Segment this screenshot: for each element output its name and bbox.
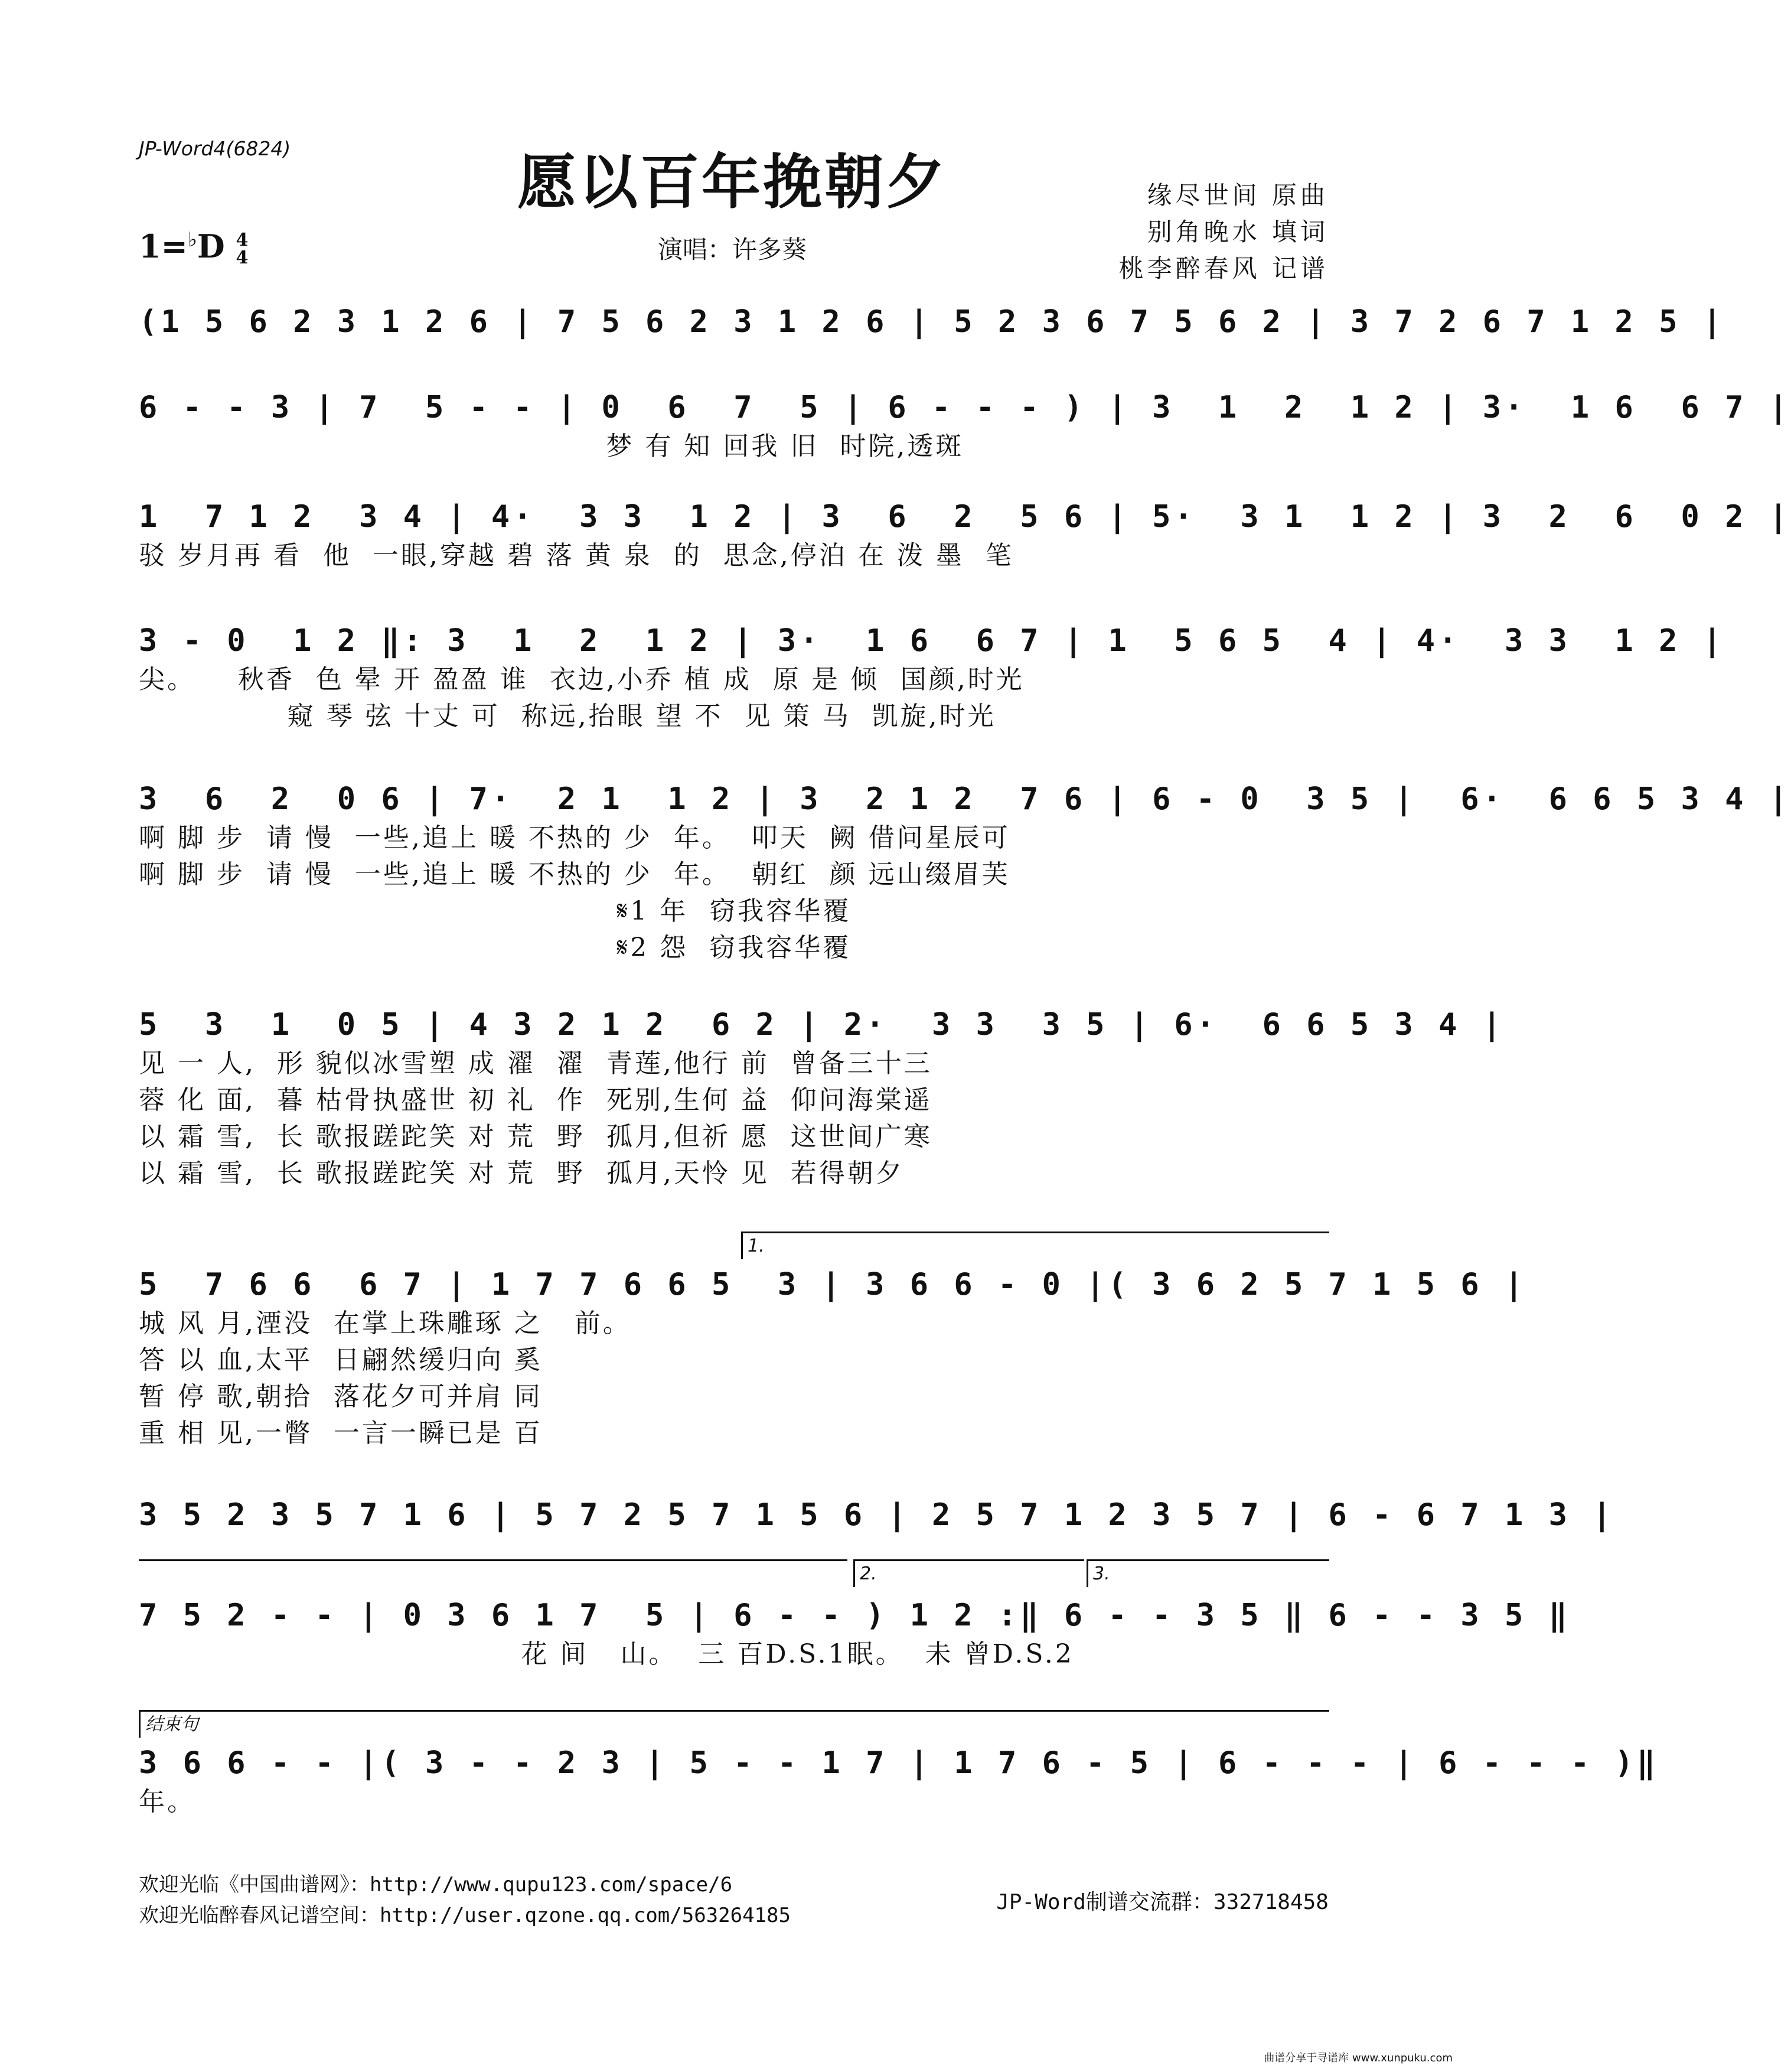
singer-credit: 演唱：许多葵 (657, 235, 807, 264)
score-system-1 (139, 301, 1725, 343)
notes-line: 3 5 2 3 5 7 1 6 | 5 7 2 5 7 1 5 6 | 2 5 7 1 2 3 5 7 | 6 - 6 7 1 3 | (139, 1497, 1615, 1533)
score-system-2 (139, 387, 1791, 465)
lyric-line: 驳 岁月再 看 他 一眼,穿越 碧 落 黄 泉 的 思念,停泊 在 泼 墨 笔 (139, 540, 1014, 571)
time-signature (236, 229, 249, 268)
footer-link-qzone[interactable]: 欢迎光临醉春风记谱空间：http://user.qzone.qq.com/563264185 (139, 1904, 791, 1927)
lyric-line: 𝄋1 年 窃我容华覆 (139, 896, 852, 926)
lyric-line: 𝄋2 怨 窃我容华覆 (139, 933, 852, 963)
score-system-3 (139, 496, 1791, 574)
score-system-6 (139, 1004, 1505, 1192)
footer-links (139, 1869, 791, 1931)
song-title: 愿以百年挽朝夕 (517, 147, 947, 217)
credits-block (1119, 177, 1329, 287)
flat-sign: ♭ (187, 228, 197, 252)
lyric-line: 重 相 见,一瞥 一言一瞬已是 百 (139, 1418, 543, 1448)
key-letter: D (197, 227, 225, 265)
corner-watermark: 曲谱分享于寻谱库 www.xunpuku.com (1264, 2052, 1453, 2064)
lyric-line: 答 以 血,太平 日翩然缓归向 奚 (139, 1345, 543, 1375)
notes-line: (1 5 6 2 3 1 2 6 | 7 5 6 2 3 1 2 6 | 5 2 3 6 7 5 6 2 | 3 7 2 6 7 1 2 5 | (139, 304, 1725, 340)
notes-line: 3 6 2 0 6 | 7· 2 1 1 2 | 3 2 1 2 7 6 | 6 - 0 3 5 | 6· 6 6 5 3 4 | (139, 781, 1791, 817)
lyric-line: 蓉 化 面, 暮 枯骨执盛世 初 礼 作 死别,生何 益 仰问海棠遥 (139, 1085, 932, 1115)
time-top: 4 (236, 229, 249, 250)
lyric-line: 暂 停 歌,朝拾 落花夕可并肩 同 (139, 1382, 543, 1412)
key-prefix: 1= (139, 227, 188, 265)
lyric-line: 花 间 山。 三 百D.S.1眠。 未 曾D.S.2 (139, 1639, 1074, 1669)
score-system-10 (139, 1742, 1659, 1820)
score-system-4 (139, 620, 1725, 735)
footer-link-qupu[interactable]: 欢迎光临《中国曲谱网》：http://www.qupu123.com/space/6 (139, 1873, 733, 1897)
ending-bracket: 结束句 (139, 1710, 1329, 1738)
lyric-line: 窥 琴 弦 十丈 可 称远,抬眼 望 不 见 策 马 凯旋,时光 (139, 701, 996, 731)
lyric-line: 梦 有 知 回我 旧 时院,透斑 (139, 431, 964, 461)
footer-group: JP-Word制谱交流群：332718458 (996, 1890, 1329, 1914)
lyric-line: 以 霜 雪, 长 歌报蹉跎笑 对 荒 野 孤月,天怜 见 若得朝夕 (139, 1158, 904, 1188)
score-system-7 (139, 1264, 1527, 1452)
notes-line: 5 3 1 0 5 | 4 3 2 1 2 6 2 | 2· 3 3 3 5 | 6· 6 6 5 3 4 | (139, 1007, 1505, 1042)
lyric-line: 见 一 人, 形 貌似冰雪塑 成 濯 濯 青莲,他行 前 曾备三十三 (139, 1048, 932, 1079)
volta-second-ending: 2. (853, 1559, 1084, 1587)
credit-lyricist: 别角晚水 填词 (1147, 217, 1329, 246)
notes-line: 1 7 1 2 3 4 | 4· 3 3 1 2 | 3 6 2 5 6 | 5· 3 1 1 2 | 3 2 6 0 2 | (139, 499, 1791, 535)
credit-composer: 缘尽世间 原曲 (1147, 181, 1329, 210)
notes-line: 6 - - 3 | 7 5 - - | 0 6 7 5 | 6 - - - ) | 3 1 2 1 2 | 3· 1 6 6 7 | (139, 390, 1791, 425)
notes-line: 3 - 0 1 2 ‖: 3 1 2 1 2 | 3· 1 6 6 7 | 1 5 6 5 4 | 4· 3 3 1 2 | (139, 623, 1725, 659)
score-system-5 (139, 778, 1791, 966)
lyric-line: 尖。 秋香 色 晕 开 盈盈 谁 衣边,小乔 植 成 原 是 倾 国颜,时光 (139, 664, 1025, 695)
key-signature (139, 227, 248, 267)
notes-line: 5 7 6 6 6 7 | 1 7 7 6 6 5 3 | 3 6 6 - 0 |( 3 6 2 5 7 1 5 6 | (139, 1267, 1527, 1302)
repeat-bracket-line (139, 1559, 847, 1561)
notes-line: 3 6 6 - - |( 3 - - 2 3 | 5 - - 1 7 | 1 7 6 - 5 | 6 - - - | 6 - - - )‖ (139, 1745, 1659, 1781)
software-watermark: JP-Word4(6824) (139, 137, 291, 160)
score-system-9 (139, 1595, 1571, 1673)
lyric-line: 年。 (139, 1787, 195, 1817)
volta-first-ending: 1. (741, 1232, 1329, 1259)
time-bottom: 4 (236, 247, 249, 268)
lyric-line: 啊 脚 步 请 慢 一些,追上 暖 不热的 少 年。 叩天 阙 借问星辰可 (139, 823, 1010, 853)
lyric-line: 以 霜 雪, 长 歌报蹉跎笑 对 荒 野 孤月,但祈 愿 这世间广寒 (139, 1122, 932, 1152)
lyric-line: 城 风 月,湮没 在掌上珠雕琢 之 前。 (139, 1308, 631, 1338)
credit-transcriber: 桃李醉春风 记谱 (1118, 254, 1329, 283)
volta-third-ending: 3. (1087, 1559, 1329, 1587)
notes-line: 7 5 2 - - | 0 3 6 1 7 5 | 6 - - ) 1 2 :‖ 6 - - 3 5 ‖ 6 - - 3 5 ‖ (139, 1598, 1571, 1633)
score-system-8 (139, 1494, 1615, 1536)
lyric-line: 啊 脚 步 请 慢 一些,追上 暖 不热的 少 年。 朝红 颜 远山缀眉芙 (139, 859, 1010, 890)
